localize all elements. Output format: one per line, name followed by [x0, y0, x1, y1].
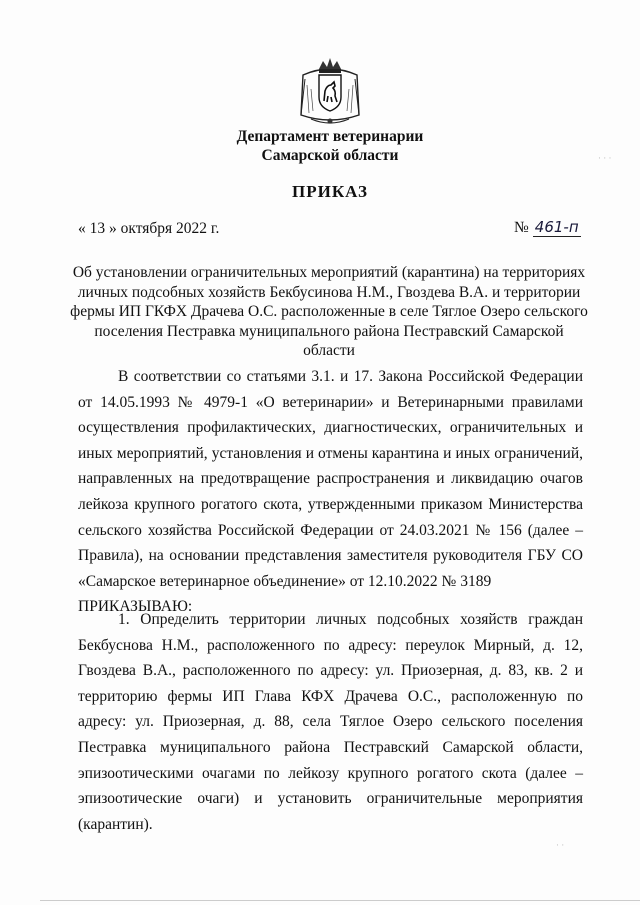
- order-subject: Об установлении ограничительных мероприятий (карантина) на территориях личных подсобных хозяйств Бекбусинова Н.М., Гвоздева В.А. и территории фермы ИП ГКФХ Драчева О.С. расположенные в селе Тяглое Озеро сельского поселения Пестравка муниципального района Пестравский Самарской области: [70, 264, 588, 360]
- number-sign: №: [514, 219, 529, 236]
- scan-artifact: · ·: [556, 840, 565, 850]
- handwritten-order-number: 461-п: [534, 218, 579, 236]
- department-name-line2: Самарской области: [261, 147, 399, 164]
- scan-edge-line: [40, 900, 640, 901]
- clause-1-paragraph: 1. Определить территории личных подсобных хозяйств граждан Бекбуснова Н.М., расположенного по адресу: переулок Мирный, д. 12, Гвоздева В.А., расположенного по адресу: ул. Приозерная, д. 83, кв. 2 и территорию фермы ИП Глава КФХ Драчева О.С., расположенную по адресу: ул. Приозерная, д. 88, села Тяглое Озеро сельского поселения Пестравка муниципального района Пестравский Самарской области, эпизоотическими очагами по лейкозу крупного рогатого скота (далее – эпизоотические очаги) и установить ограничительные мероприятия (карантин).: [78, 611, 583, 833]
- coat-of-arms-icon: [297, 55, 363, 129]
- order-date: « 13 » октября 2022 г.: [78, 220, 220, 237]
- preamble-paragraph: [78, 364, 583, 620]
- scan-artifact: · · ·: [598, 153, 612, 163]
- department-name-line1: Департамент ветеринарии: [236, 128, 424, 145]
- document-type-title: ПРИКАЗ: [292, 182, 368, 201]
- order-directive: ПРИКАЗЫВАЮ:: [78, 598, 193, 616]
- order-number: [514, 218, 581, 237]
- preamble-text: В соответствии со статьями 3.1. и 17. Закона Российской Федерации от 14.05.1993 № 4979-1 «О ветеринарии» и Ветеринарными правилами осуществления профилактических, диагностических, ограничительных и иных мероприятий, установления и отмены карантина и иных ограничений, направленных на предотвращение распространения и ликвидацию очагов лейкоза крупного рогатого скота, утвержденными приказом Министерства сельского хозяйства Российской Федерации от 24.03.2021 № 156 (далее – Правила), на основании представления заместителя руководителя ГБУ СО «Самарское ветеринарное объединение» от 12.10.2022 № 3189: [78, 368, 583, 590]
